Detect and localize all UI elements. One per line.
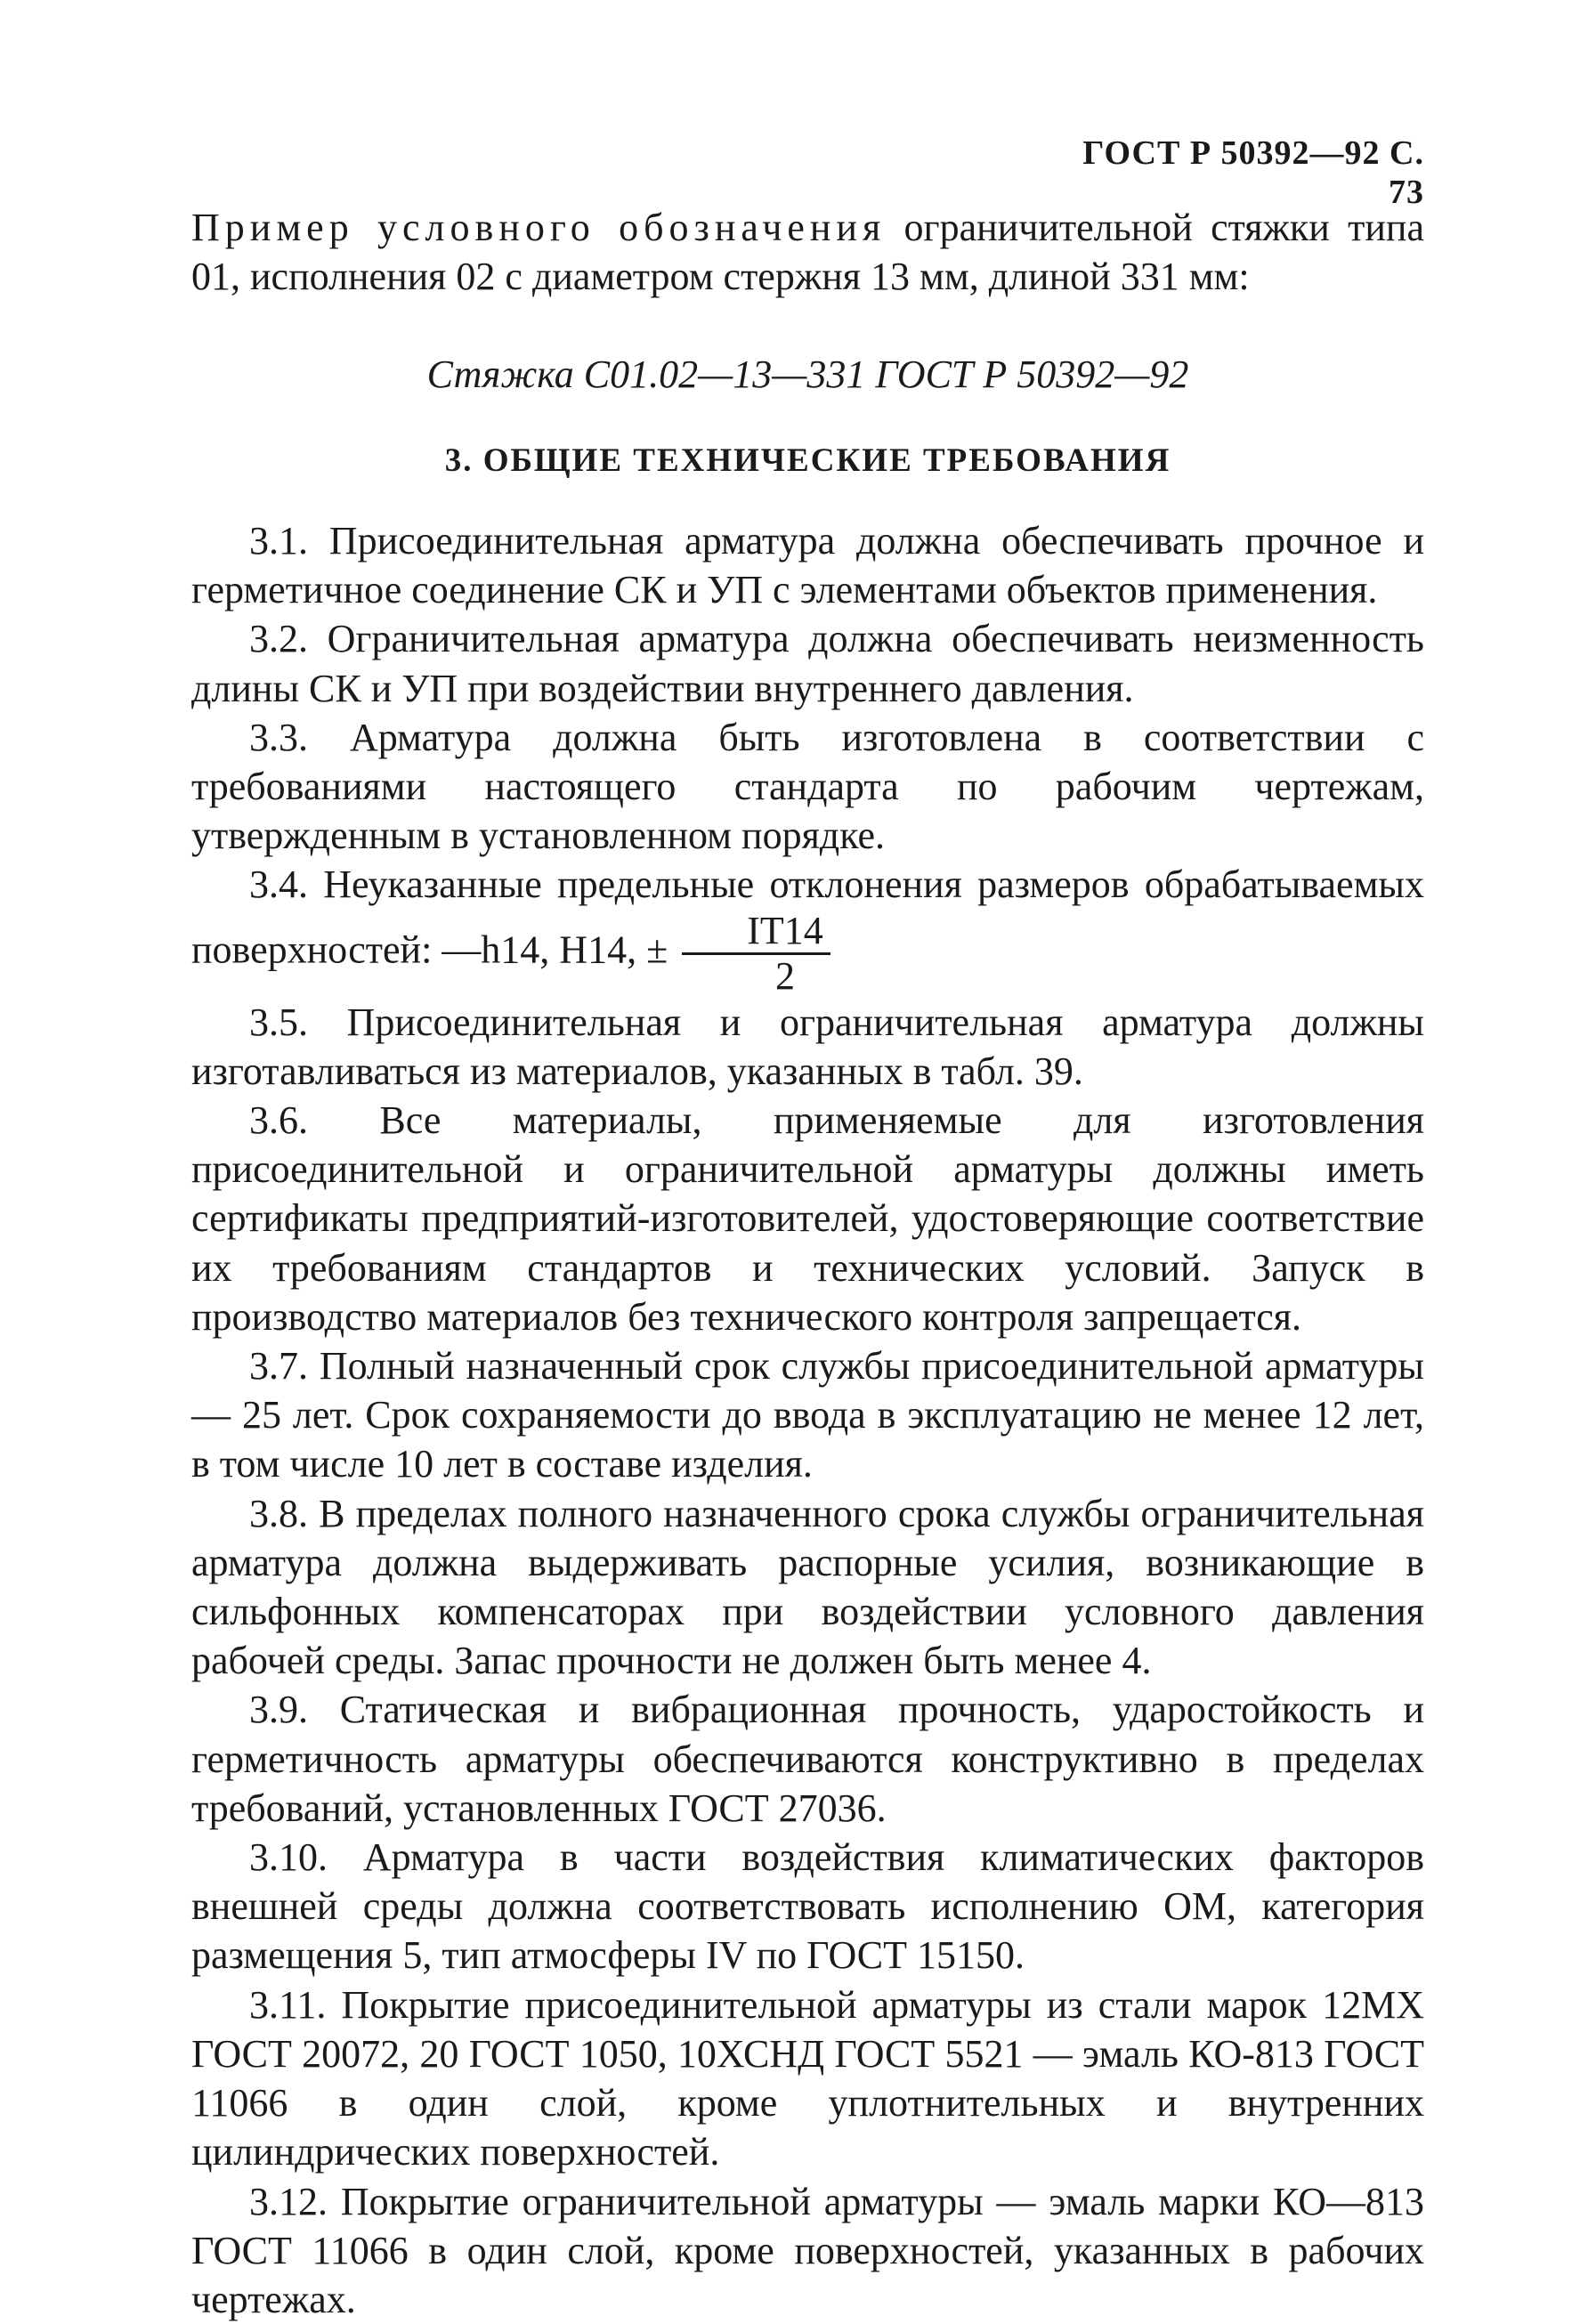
- paragraph-3-12: 3.12. Покрытие ограничительной арматуры — эмаль марки КО—813 ГОСТ 11066 в один слой, кроме поверхностей, указанных в рабочих чертежах.: [191, 2177, 1424, 2324]
- tolerance-fraction: [682, 910, 830, 998]
- fraction-denominator: 2: [717, 955, 795, 998]
- paragraph-3-1: 3.1. Присоединительная арматура должна обеспечивать прочное и герметичное соединение СК и УП с элементами объектов применения.: [191, 516, 1424, 614]
- paragraph-3-10: 3.10. Арматура в части воздействия климатических факторов внешней среды должна соответствовать исполнению ОМ, категория размещения 5, тип атмосферы IV по ГОСТ 15150.: [191, 1833, 1424, 1980]
- paragraph-3-6: 3.6. Все материалы, применяемые для изготовления присоединительной и ограничительной арматуры должны иметь сертификаты предприятий-изготовителей, удостоверяющие соответствие их требованиям стандартов и технических условий. Запуск в производство материалов без технического контроля запрещается.: [191, 1096, 1424, 1341]
- paragraph-3-5: 3.5. Присоединительная и ограничительная арматура должны изготавливаться из материалов, указанных в табл. 39.: [191, 998, 1424, 1096]
- example-text: ограничительной стяжки типа 01, исполнения 02 с диаметром стержня 13 мм, длиной 331 мм:: [191, 206, 1424, 298]
- body-text: [191, 516, 1424, 2324]
- page-header: ГОСТ Р 50392—92 С. 73: [1050, 134, 1424, 212]
- paragraph-3-11: 3.11. Покрытие присоединительной арматуры из стали марок 12МХ ГОСТ 20072, 20 ГОСТ 1050, 10ХСНД ГОСТ 5521 — эмаль КО-813 ГОСТ 11066 в один слой, кроме уплотнительных и внутренних цилиндрических поверхностей.: [191, 1980, 1424, 2177]
- section-title: 3. ОБЩИЕ ТЕХНИЧЕСКИЕ ТРЕБОВАНИЯ: [191, 441, 1424, 480]
- paragraph-3-4-text: 3.4. Неуказанные предельные отклонения размеров обрабатываемых поверхностей: —h14, H14, ±: [191, 862, 1424, 971]
- fraction-numerator: IT14: [682, 910, 830, 955]
- designation-example: Стяжка С01.02—13—331 ГОСТ Р 50392—92: [191, 352, 1424, 397]
- paragraph-3-3: 3.3. Арматура должна быть изготовлена в соответствии с требованиями настоящего стандарта по рабочим чертежам, утвержденным в установленном порядке.: [191, 713, 1424, 861]
- paragraph-3-8: 3.8. В пределах полного назначенного срока службы ограничительная арматура должна выдерживать распорные усилия, возникающие в сильфонных компенсаторах при воздействии условного давления рабочей среды. Запас прочности не должен быть менее 4.: [191, 1489, 1424, 1686]
- example-paragraph: [191, 203, 1424, 301]
- paragraph-3-2: 3.2. Ограничительная арматура должна обеспечивать неизменность длины СК и УП при воздействии внутреннего давления.: [191, 614, 1424, 712]
- paragraph-3-4: [191, 860, 1424, 997]
- example-lead: Пример условного обозначения: [191, 206, 886, 249]
- paragraph-3-9: 3.9. Статическая и вибрационная прочность, ударостойкость и герметичность арматуры обеспечиваются конструктивно в пределах требований, установленных ГОСТ 27036.: [191, 1685, 1424, 1833]
- paragraph-3-7: 3.7. Полный назначенный срок службы присоединительной арматуры — 25 лет. Срок сохраняемости до ввода в эксплуатацию не менее 12 лет, в том числе 10 лет в составе изделия.: [191, 1341, 1424, 1489]
